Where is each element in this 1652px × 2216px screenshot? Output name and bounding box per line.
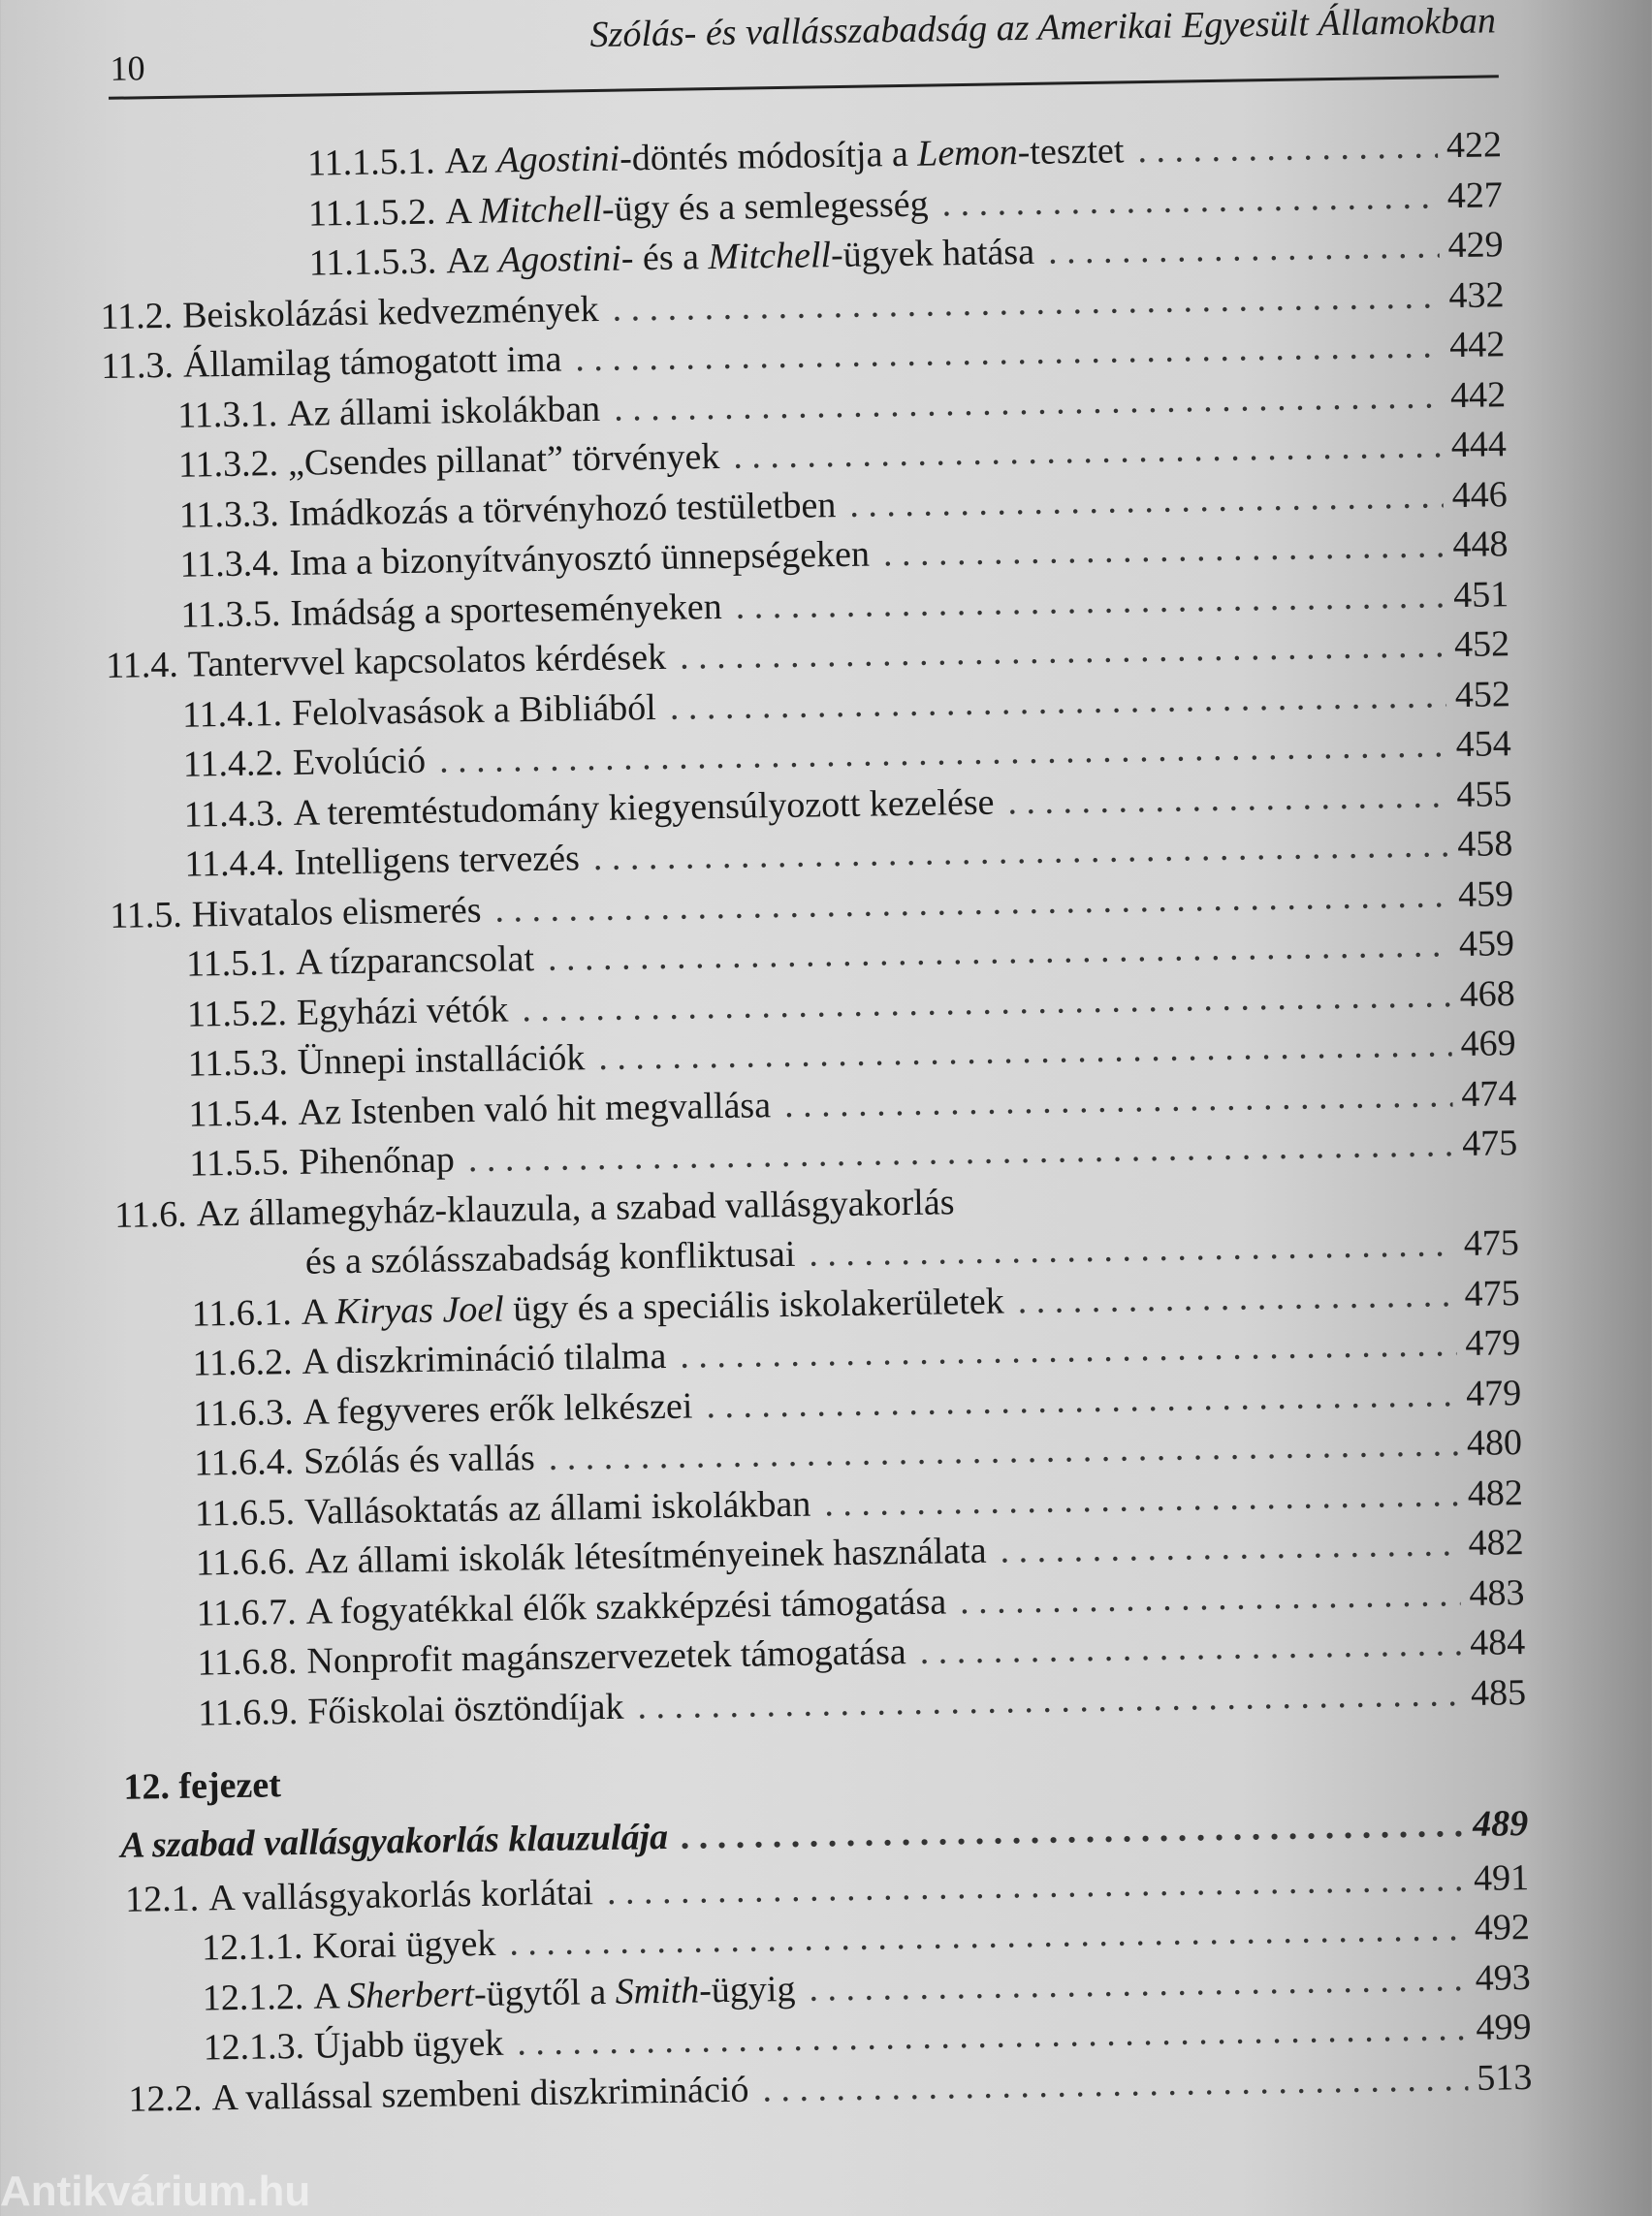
page-ref: 452 [1454,673,1511,715]
page-ref: 485 [1470,1671,1527,1714]
section-number: 11.4.3. [183,792,285,836]
page-ref: 475 [1461,1123,1518,1165]
entry-text: Felolvasások a Bibliából [291,686,657,734]
section-number: 11.6.5. [194,1491,296,1535]
toc-chapter-11-entries [1,123,1527,1744]
section-number: 11.6.7. [196,1591,297,1634]
entry-text: Újabb ügyek [313,2022,504,2067]
leader-dots [809,1957,1467,2010]
entry-label [186,937,535,986]
leader-dots [941,174,1439,225]
section-number: 11.4. [105,644,179,686]
section-number: 11.5.1. [185,942,287,985]
page-ref: 468 [1459,972,1516,1015]
entry-label [202,1922,496,1970]
entry-label [101,338,562,388]
entry-text: A [301,1290,335,1333]
italic-case-name: Mitchell [708,235,832,278]
section-number: 11.5.3. [187,1042,289,1085]
italic-case-name: Agostini [496,138,620,181]
entry-text: A vallással szembeni diszkrimináció [211,2069,749,2118]
running-header-title: Szólás- és vallásszabadság az Amerikai Egyesült Államokban [589,0,1497,56]
page-ref: 474 [1460,1072,1517,1115]
page-ref: 455 [1456,773,1512,815]
entry-text: Az állami iskolákban [286,388,601,434]
section-number: 12.1. [124,1878,200,1920]
section-number: 11.5.5. [188,1142,290,1185]
page-ref: 475 [1464,1272,1520,1314]
section-number: 11.2. [100,295,174,337]
table-of-contents [1,123,1533,2129]
page-ref: 451 [1452,573,1509,616]
page-ref: 493 [1475,1956,1531,1999]
entry-label [188,1084,771,1135]
page-ref: 442 [1448,324,1506,366]
italic-case-name: Sherbert [346,1973,475,2016]
entry-label [187,988,509,1035]
section-number: 11.6.9. [197,1691,299,1734]
section-number: 11.3.2. [177,443,279,486]
page-ref: 479 [1465,1372,1522,1414]
entry-label [202,1967,795,2019]
entry-text: Intelligens tervezés [294,838,581,883]
entry-text: -ügyek hatása [830,231,1035,276]
chapter-label: 12. fejezet [123,1764,282,1808]
section-number: 11.4.1. [181,692,283,736]
leader-dots [824,1472,1459,1525]
entry-text: Az [445,239,499,282]
section-number: 12.1.1. [201,1925,303,1969]
entry-text: A [312,1975,348,2017]
section-number: 11.6. [113,1193,188,1236]
entry-text: és a szólásszabadság konfliktusai [304,1233,796,1282]
entry-label [198,1685,624,1734]
page-ref: 458 [1456,823,1513,866]
italic-case-name: Mitchell [479,188,603,232]
section-number: 11.3.3. [178,492,280,536]
page-ref: 482 [1467,1472,1524,1514]
page-ref: 427 [1446,174,1504,216]
leader-dots [1007,774,1448,823]
page-ref: 483 [1469,1571,1525,1614]
entry-label [203,2022,503,2070]
page-ref: 475 [1463,1222,1520,1264]
section-number: 11.6.4. [193,1440,295,1484]
section-number: 11.5. [109,894,183,936]
entry-label [110,888,482,936]
section-number: 12.1.2. [202,1976,304,2019]
watermark: Antikvárium.hu [0,2168,311,2215]
leader-dots [960,1572,1461,1623]
entry-label [187,1036,585,1085]
entry-label [177,387,601,436]
page-ref: 459 [1457,872,1514,915]
entry-text: Hivatalos elismerés [191,889,482,935]
entry-label [182,686,656,737]
entry-text: Beiskolázási kedvezmények [181,288,599,336]
entry-label [178,484,836,537]
entry-text: Imádság a sporteseményeken [290,586,723,634]
section-number: 11.5.2. [186,992,288,1035]
page-ref: 422 [1446,124,1503,167]
section-number: 11.3.4. [179,543,281,586]
entry-label [100,287,599,337]
entry-label [178,435,720,487]
page-ref: 452 [1453,623,1510,666]
page-ref: 432 [1448,273,1505,316]
entry-text: -tesztet [1017,130,1125,174]
entry-text: Főiskolai ösztöndíjak [306,1686,624,1732]
entry-label [182,740,426,786]
section-number: 11.1.5.3. [308,240,437,284]
section-number: 11.1.5.2. [307,191,436,235]
entry-text: -döntés módosítja a [619,133,918,179]
page-ref: 454 [1455,723,1511,766]
italic-case-name: Smith [615,1969,700,2012]
leader-dots [607,1857,1466,1914]
page-number: 10 [110,48,145,88]
entry-label [195,1482,811,1535]
page-ref: 491 [1473,1856,1530,1899]
entry-text: - és a [620,237,709,279]
entry-text: Az Istenben való hit megvallása [298,1084,772,1133]
header-rule [109,75,1499,100]
entry-text: -ügytől a [473,1971,616,2014]
page-ref: 459 [1458,923,1515,966]
entry-text: Egyházi vétók [296,988,509,1033]
leader-dots [1137,124,1438,172]
leader-dots [883,523,1445,575]
entry-label [308,182,929,235]
page-ref: 489 [1472,1803,1529,1845]
page-ref: 482 [1468,1522,1524,1564]
page-ref: 446 [1451,473,1508,516]
section-number: 12.2. [128,2077,203,2120]
entry-label [106,636,666,687]
entry-label [193,1384,693,1435]
entry-text: Evolúció [292,740,427,783]
page-ref: 469 [1460,1023,1516,1065]
leader-dots [1017,1273,1456,1322]
entry-text: Nonprofit magánszervezetek támogatása [306,1631,907,1682]
entry-text: A diszkrimináció tilalma [302,1335,667,1382]
section-number: 11.6.3. [193,1391,294,1435]
entry-label [184,837,580,885]
toc-chapter-12-entries [28,1856,1533,2130]
leader-dots [809,1222,1455,1275]
entry-label [194,1437,535,1485]
entry-text: „Csendes pillanat” törvények [287,435,720,484]
leader-dots [849,474,1444,526]
entry-text: Államilag támogatott ima [182,338,562,386]
entry-label [180,585,722,636]
entry-label [125,1871,593,1921]
entry-text: Korai ügyek [312,1922,496,1967]
entry-text: Az [444,140,497,182]
leader-dots [784,1073,1453,1126]
entry-label [192,1335,666,1385]
entry-text: -ügyig [698,1968,796,2010]
section-number: 11.5.4. [188,1092,289,1135]
chapter-title: A szabad vallásgyakorlás klauzulája [120,1816,669,1866]
section-number: 12.1.3. [203,2025,305,2069]
entry-text: Az államegyház-klauzula, a szabad vallásgyakorlás [196,1181,955,1235]
section-number: 11.6.1. [191,1291,293,1335]
entry-text: A vallásgyakorlás korlátai [207,1871,594,1918]
entry-text: Vallásoktatás az állami iskolákban [303,1483,811,1533]
entry-text: A [445,190,480,232]
page-ref: 480 [1466,1422,1523,1464]
entry-text: -ügy és a semlegesség [601,183,929,230]
entry-text: Ima a bizonyítványosztó ünnepségeken [289,533,871,584]
entry-label [189,1138,455,1185]
section-number: 11.1.5.1. [306,141,436,184]
entry-text: Az állami iskolák létesítményeinek használata [304,1530,987,1582]
italic-case-name: Lemon [916,132,1019,174]
entry-text: Tantervvel kapcsolatos kérdések [187,636,667,685]
entry-text: Pihenőnap [299,1139,456,1183]
entry-label [128,2068,749,2120]
entry-text: A fogyatékkal élők szakképzési támogatása [305,1580,947,1632]
section-number: 11.3.1. [176,393,278,436]
section-number: 11.6.6. [195,1540,297,1584]
entry-text: A tízparancsolat [295,938,535,983]
page-ref: 492 [1474,1907,1531,1948]
page-ref: 499 [1476,2007,1532,2048]
italic-case-name: Agostini [497,237,622,281]
section-number: 11.4.4. [184,842,285,885]
entry-text: Ünnepi installációk [297,1037,586,1083]
leader-dots [1000,1522,1460,1571]
leader-dots [919,1622,1461,1673]
section-number: 11.6.8. [197,1640,298,1684]
page-ref: 484 [1469,1622,1526,1663]
page-ref: 444 [1450,424,1508,466]
entry-text: Szólás és vallás [302,1438,536,1482]
section-number: 11.6.2. [192,1341,293,1384]
entry-text: A fegyveres erők lelkészei [302,1385,693,1433]
entry-text: A teremtéstudomány kiegyensúlyozott kezelése [293,781,995,834]
section-number: 11.3. [101,344,175,387]
section-number: 11.4.2. [182,743,284,785]
entry-text: Imádkozás a törvényhozó testületben [288,484,837,534]
page-ref: 429 [1447,224,1504,267]
page-ref: 479 [1465,1322,1521,1364]
page-ref: 448 [1452,523,1509,566]
section-number: 11.3.5. [180,592,281,636]
entry-text: ügy és a speciális iskolakerületek [503,1280,1005,1330]
entry-label [307,129,1125,184]
page-ref: 513 [1476,2056,1533,2099]
leader-dots [1048,224,1440,272]
italic-case-name: Kiryas Joel [334,1288,505,1332]
page-ref: 442 [1449,373,1507,416]
